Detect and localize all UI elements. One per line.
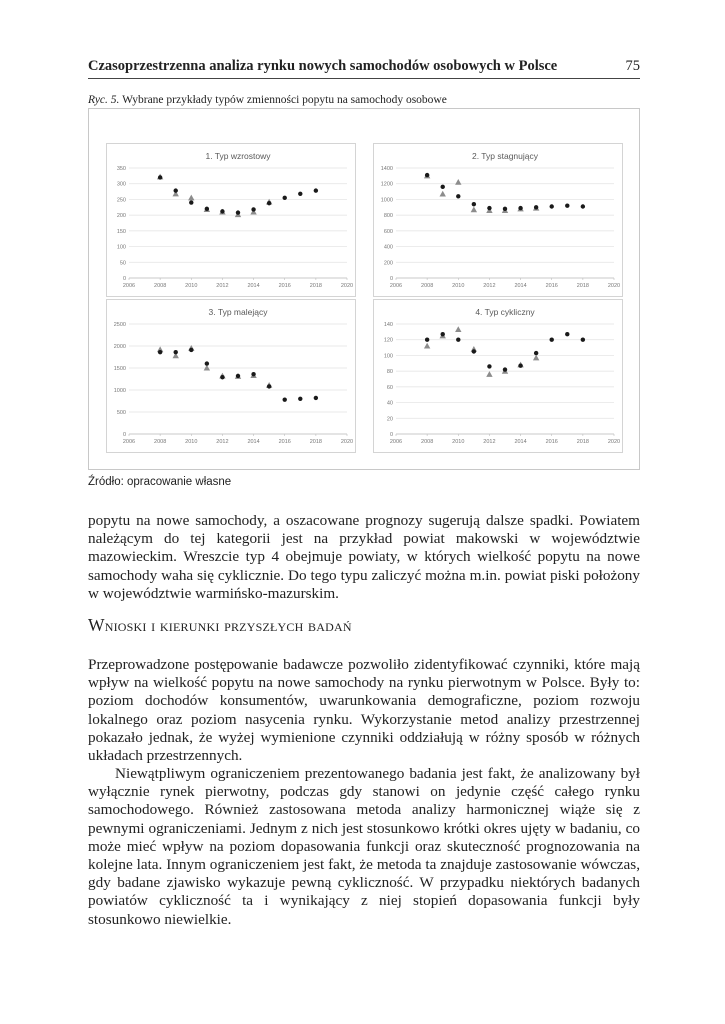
y-tick-label: 1000: [113, 388, 126, 394]
y-tick-label: 350: [116, 166, 126, 172]
x-tick-label: 2016: [545, 439, 558, 445]
x-tick-label: 2008: [421, 283, 434, 289]
y-tick-label: 2500: [113, 322, 126, 328]
circle-point: [503, 367, 507, 371]
circle-point: [283, 397, 287, 401]
chart-title: 3. Typ malejący: [208, 307, 268, 317]
circle-point: [236, 374, 240, 378]
x-tick-label: 2020: [340, 439, 354, 445]
y-tick-label: 0: [389, 276, 393, 282]
circle-point: [503, 207, 507, 211]
circle-point: [425, 338, 429, 342]
y-tick-label: 0: [122, 276, 126, 282]
y-tick-label: 400: [383, 244, 393, 251]
y-tick-label: 100: [116, 244, 126, 251]
figure-caption-text: Wybrane przykłady typów zmienności popytu na samochody osobowe: [122, 94, 447, 106]
y-tick-label: 0: [389, 432, 393, 438]
y-tick-label: 200: [383, 260, 393, 267]
x-tick-label: 2018: [309, 439, 322, 445]
y-tick-label: 200: [116, 213, 126, 220]
circle-point: [158, 350, 162, 354]
circle-point: [174, 188, 178, 192]
circle-point: [565, 332, 569, 336]
running-header: [88, 56, 640, 79]
circle-point: [472, 202, 476, 206]
x-tick-label: 2010: [185, 439, 198, 445]
triangle-point: [455, 179, 461, 185]
chart-panel-growth: [106, 143, 356, 297]
x-tick-label: 2018: [309, 283, 322, 289]
circle-point: [550, 204, 554, 208]
body-paragraph-2: Przeprowadzone postępowanie badawcze pozwoliło zidentyfikować czynniki, które mają wpływ na wielkość popytu na nowe samochody na rynku pierwotnym w Polsce. Były to: poziom dochodów konsumentów, uwarunkowania demograficzne, poziom rozwoju lokalnego oraz poziom nasycenia rynku. Wykorzystanie metod analizy przestrzennej pokazało jednak, że wyżej wymienione czynniki oddziałują w różny sposób w różnych układach przestrzennych.: [88, 656, 640, 765]
circle-point: [205, 207, 209, 211]
figure-label: Ryc. 5.: [88, 94, 120, 106]
y-tick-label: 60: [386, 384, 393, 391]
x-tick-label: 2016: [278, 283, 291, 289]
x-tick-label: 2014: [514, 439, 527, 445]
circle-point: [487, 206, 491, 210]
chart-svg: [107, 144, 357, 298]
circle-point: [298, 397, 302, 401]
y-tick-label: 100: [383, 353, 393, 360]
y-tick-label: 250: [116, 197, 126, 204]
x-tick-label: 2008: [421, 439, 434, 445]
chart-svg: [374, 144, 624, 298]
x-tick-label: 2016: [545, 283, 558, 289]
triangle-point: [188, 195, 194, 201]
x-tick-label: 2008: [154, 439, 167, 445]
triangle-point: [486, 371, 492, 377]
chart-svg: [374, 300, 624, 454]
chart-title: 4. Typ cykliczny: [475, 307, 535, 317]
x-tick-label: 2008: [154, 283, 167, 289]
y-tick-label: 50: [119, 260, 126, 267]
circle-point: [267, 201, 271, 205]
x-tick-label: 2006: [122, 439, 136, 445]
triangle-point: [471, 206, 477, 212]
triangle-point: [440, 191, 446, 197]
chart-panel-cyclical: [373, 299, 623, 453]
circle-point: [298, 192, 302, 196]
circle-point: [550, 338, 554, 342]
x-tick-label: 2020: [340, 283, 354, 289]
x-tick-label: 2006: [122, 283, 136, 289]
circle-point: [189, 348, 193, 352]
circle-point: [314, 188, 318, 192]
circle-point: [251, 372, 255, 376]
x-tick-label: 2020: [607, 283, 621, 289]
y-tick-label: 1200: [380, 181, 393, 188]
circle-point: [158, 175, 162, 179]
y-tick-label: 80: [386, 369, 393, 376]
circle-point: [518, 363, 522, 367]
y-tick-label: 500: [116, 410, 126, 416]
y-tick-label: 1400: [380, 166, 393, 172]
circle-point: [314, 396, 318, 400]
x-tick-label: 2010: [452, 283, 465, 289]
chart-title: 1. Typ wzrostowy: [205, 151, 271, 161]
circle-point: [251, 207, 255, 211]
circle-point: [220, 375, 224, 379]
x-tick-label: 2010: [185, 283, 198, 289]
x-tick-label: 2016: [278, 439, 291, 445]
circle-point: [487, 364, 491, 368]
y-tick-label: 800: [383, 213, 393, 220]
x-tick-label: 2018: [576, 283, 589, 289]
circle-point: [283, 196, 287, 200]
circle-point: [472, 349, 476, 353]
page-number: 75: [625, 58, 640, 74]
y-tick-label: 0: [122, 432, 126, 438]
circle-point: [236, 210, 240, 214]
circle-point: [456, 338, 460, 342]
x-tick-label: 2020: [607, 439, 621, 445]
figure-caption: [88, 94, 447, 106]
x-tick-label: 2012: [216, 283, 229, 289]
body-paragraph-1: popytu na nowe samochody, a oszacowane prognozy sugerują dalsze spadki. Powiatem należącym do tej kategorii jest na przykład powiat makowski w województwie mazowieckim. Wreszcie typ 4 obejmuje powiaty, w których wielkość popytu na nowe samochody waha się cyklicznie. Do tego typu zaliczyć można m.in. powiat piski położony w województwie warmińsko-mazurskim.: [88, 512, 640, 602]
triangle-point: [424, 343, 430, 349]
y-tick-label: 600: [383, 228, 393, 235]
circle-point: [189, 200, 193, 204]
y-tick-label: 300: [116, 181, 126, 188]
x-tick-label: 2012: [216, 439, 229, 445]
y-tick-label: 40: [386, 400, 393, 407]
y-tick-label: 20: [386, 416, 393, 423]
circle-point: [205, 361, 209, 365]
circle-point: [581, 338, 585, 342]
y-tick-label: 140: [383, 322, 393, 328]
x-tick-label: 2010: [452, 439, 465, 445]
y-tick-label: 1500: [113, 366, 126, 372]
y-tick-label: 150: [116, 228, 126, 235]
x-tick-label: 2014: [247, 283, 260, 289]
figure-source: Źródło: opracowanie własne: [88, 476, 232, 488]
y-tick-label: 2000: [113, 344, 126, 350]
circle-point: [441, 185, 445, 189]
circle-point: [534, 351, 538, 355]
body-paragraph-3: Niewątpliwym ograniczeniem prezentowanego badania jest fakt, że analizowany był wyłącznie rynek pierwotny, podczas gdy stanowi on jedynie część całego rynku samochodowego. Również zastosowana metoda analizy harmonicznej wiąże się z pewnymi ograniczeniami. Jednym z nich jest stosunkowo krótki okres ujęty w badaniu, co może mieć wpływ na poziom dopasowania funkcji oraz skuteczność prognozowania na kolejne lata. Innym ograniczeniem jest fakt, że metoda ta znajduje zastosowanie wówczas, gdy badane zjawisko wykazuje pewną cykliczność. W przypadku niektórych badanych powiatów cykliczność ta i wynikający z niej stopień dopasowania funkcji były stosunkowo niewielkie.: [88, 765, 640, 928]
chart-panel-stagnant: [373, 143, 623, 297]
circle-point: [534, 205, 538, 209]
circle-point: [425, 173, 429, 177]
x-tick-label: 2014: [247, 439, 260, 445]
circle-point: [267, 384, 271, 388]
section-heading: Wnioski i kierunki przyszłych badań: [88, 615, 352, 635]
circle-point: [518, 206, 522, 210]
x-tick-label: 2012: [483, 283, 496, 289]
x-tick-label: 2006: [389, 283, 403, 289]
x-tick-label: 2018: [576, 439, 589, 445]
x-tick-label: 2006: [389, 439, 403, 445]
circle-point: [456, 194, 460, 198]
x-tick-label: 2014: [514, 283, 527, 289]
triangle-point: [455, 326, 461, 332]
figure-frame: [88, 108, 640, 470]
chart-svg: [107, 300, 357, 454]
circle-point: [581, 204, 585, 208]
circle-point: [220, 209, 224, 213]
chart-title: 2. Typ stagnujący: [472, 151, 538, 161]
x-tick-label: 2012: [483, 439, 496, 445]
y-tick-label: 1000: [380, 197, 393, 204]
circle-point: [174, 350, 178, 354]
running-header-title: Czasoprzestrzenna analiza rynku nowych samochodów osobowych w Polsce: [88, 58, 558, 74]
y-tick-label: 120: [383, 337, 393, 344]
circle-point: [441, 332, 445, 336]
circle-point: [565, 204, 569, 208]
chart-panel-decreasing: [106, 299, 356, 453]
